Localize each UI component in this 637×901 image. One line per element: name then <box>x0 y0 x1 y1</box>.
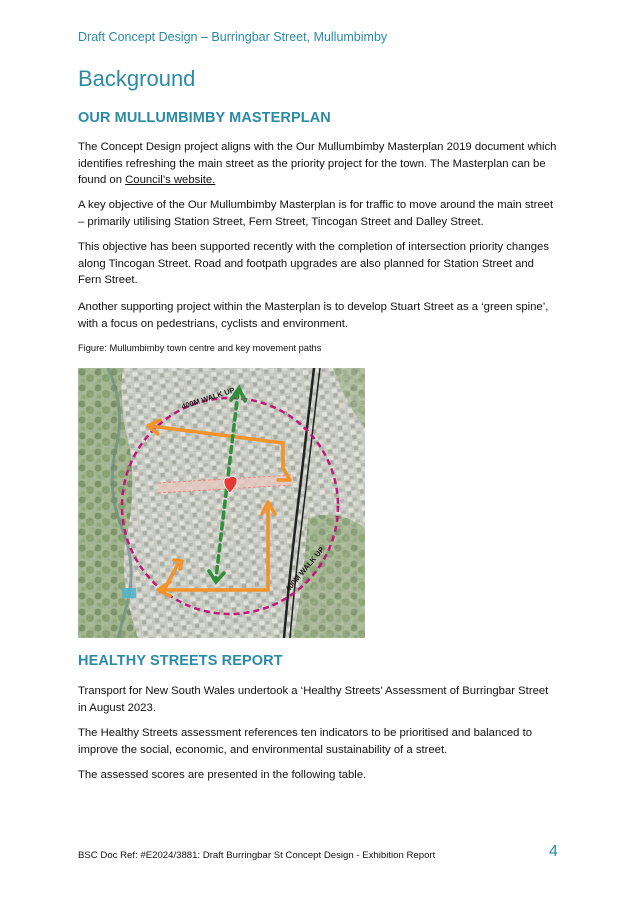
paragraph-traffic-objective: A key objective of the Our Mullumbimby Masterplan is for traffic to move around the main street – primarily utilising Station Street, Fern Street, Tincogan Street and Dalley Street. <box>78 199 554 228</box>
sports-field <box>122 588 136 598</box>
paragraph-indicators: The Healthy Streets assessment references ten indicators to be prioritised and balanced to improve the social, economic, and environmental sustainability of a street. <box>78 727 533 756</box>
paragraph-green-spine: Another supporting project within the Masterplan is to develop Stuart Street as a ‘green spine’, with a focus on pedestrians, cyclists and environment. <box>78 301 549 330</box>
walk-label-top: 400M WALK UP <box>180 385 236 412</box>
paragraph-healthy-streets-assessment: Transport for New South Wales undertook a ‘Healthy Streets’ Assessment of Burringbar Street in August 2023. <box>78 685 549 714</box>
running-header: Draft Concept Design – Burringbar Street, Mullumbimby <box>78 30 388 44</box>
paragraph-text: The Concept Design project aligns with the Our Mullumbimby Masterplan 2019 document which identifies refreshing the main street as the priority project for the town. The Masterplan can be found on <box>78 141 557 186</box>
section-heading-healthy-streets: HEALTHY STREETS REPORT <box>78 653 283 669</box>
section-heading-masterplan: OUR MULLUMBIMBY MASTERPLAN <box>78 110 331 126</box>
page-title: Background <box>78 66 196 91</box>
page-number: 4 <box>549 843 558 860</box>
footer-doc-ref: BSC Doc Ref: #E2024/3881: Draft Burringbar St Concept Design - Exhibition Report <box>78 850 436 861</box>
paragraph-intersection-changes: This objective has been supported recently with the completion of intersection priority changes along Tincogan Street. Road and footpath upgrades are also planned for Station Street and Fern Street. <box>78 241 549 286</box>
walk-label-bottom: 400M WALK UP <box>283 545 327 594</box>
councils-website-link[interactable]: Council’s website. <box>125 174 216 186</box>
map-graphic <box>78 368 365 638</box>
paragraph-scores-table: The assessed scores are presented in the following table. <box>78 769 367 781</box>
town-centre-map <box>78 368 365 638</box>
figure-caption: Figure: Mullumbimby town centre and key movement paths <box>78 343 322 353</box>
paragraph-masterplan-intro <box>78 139 558 189</box>
